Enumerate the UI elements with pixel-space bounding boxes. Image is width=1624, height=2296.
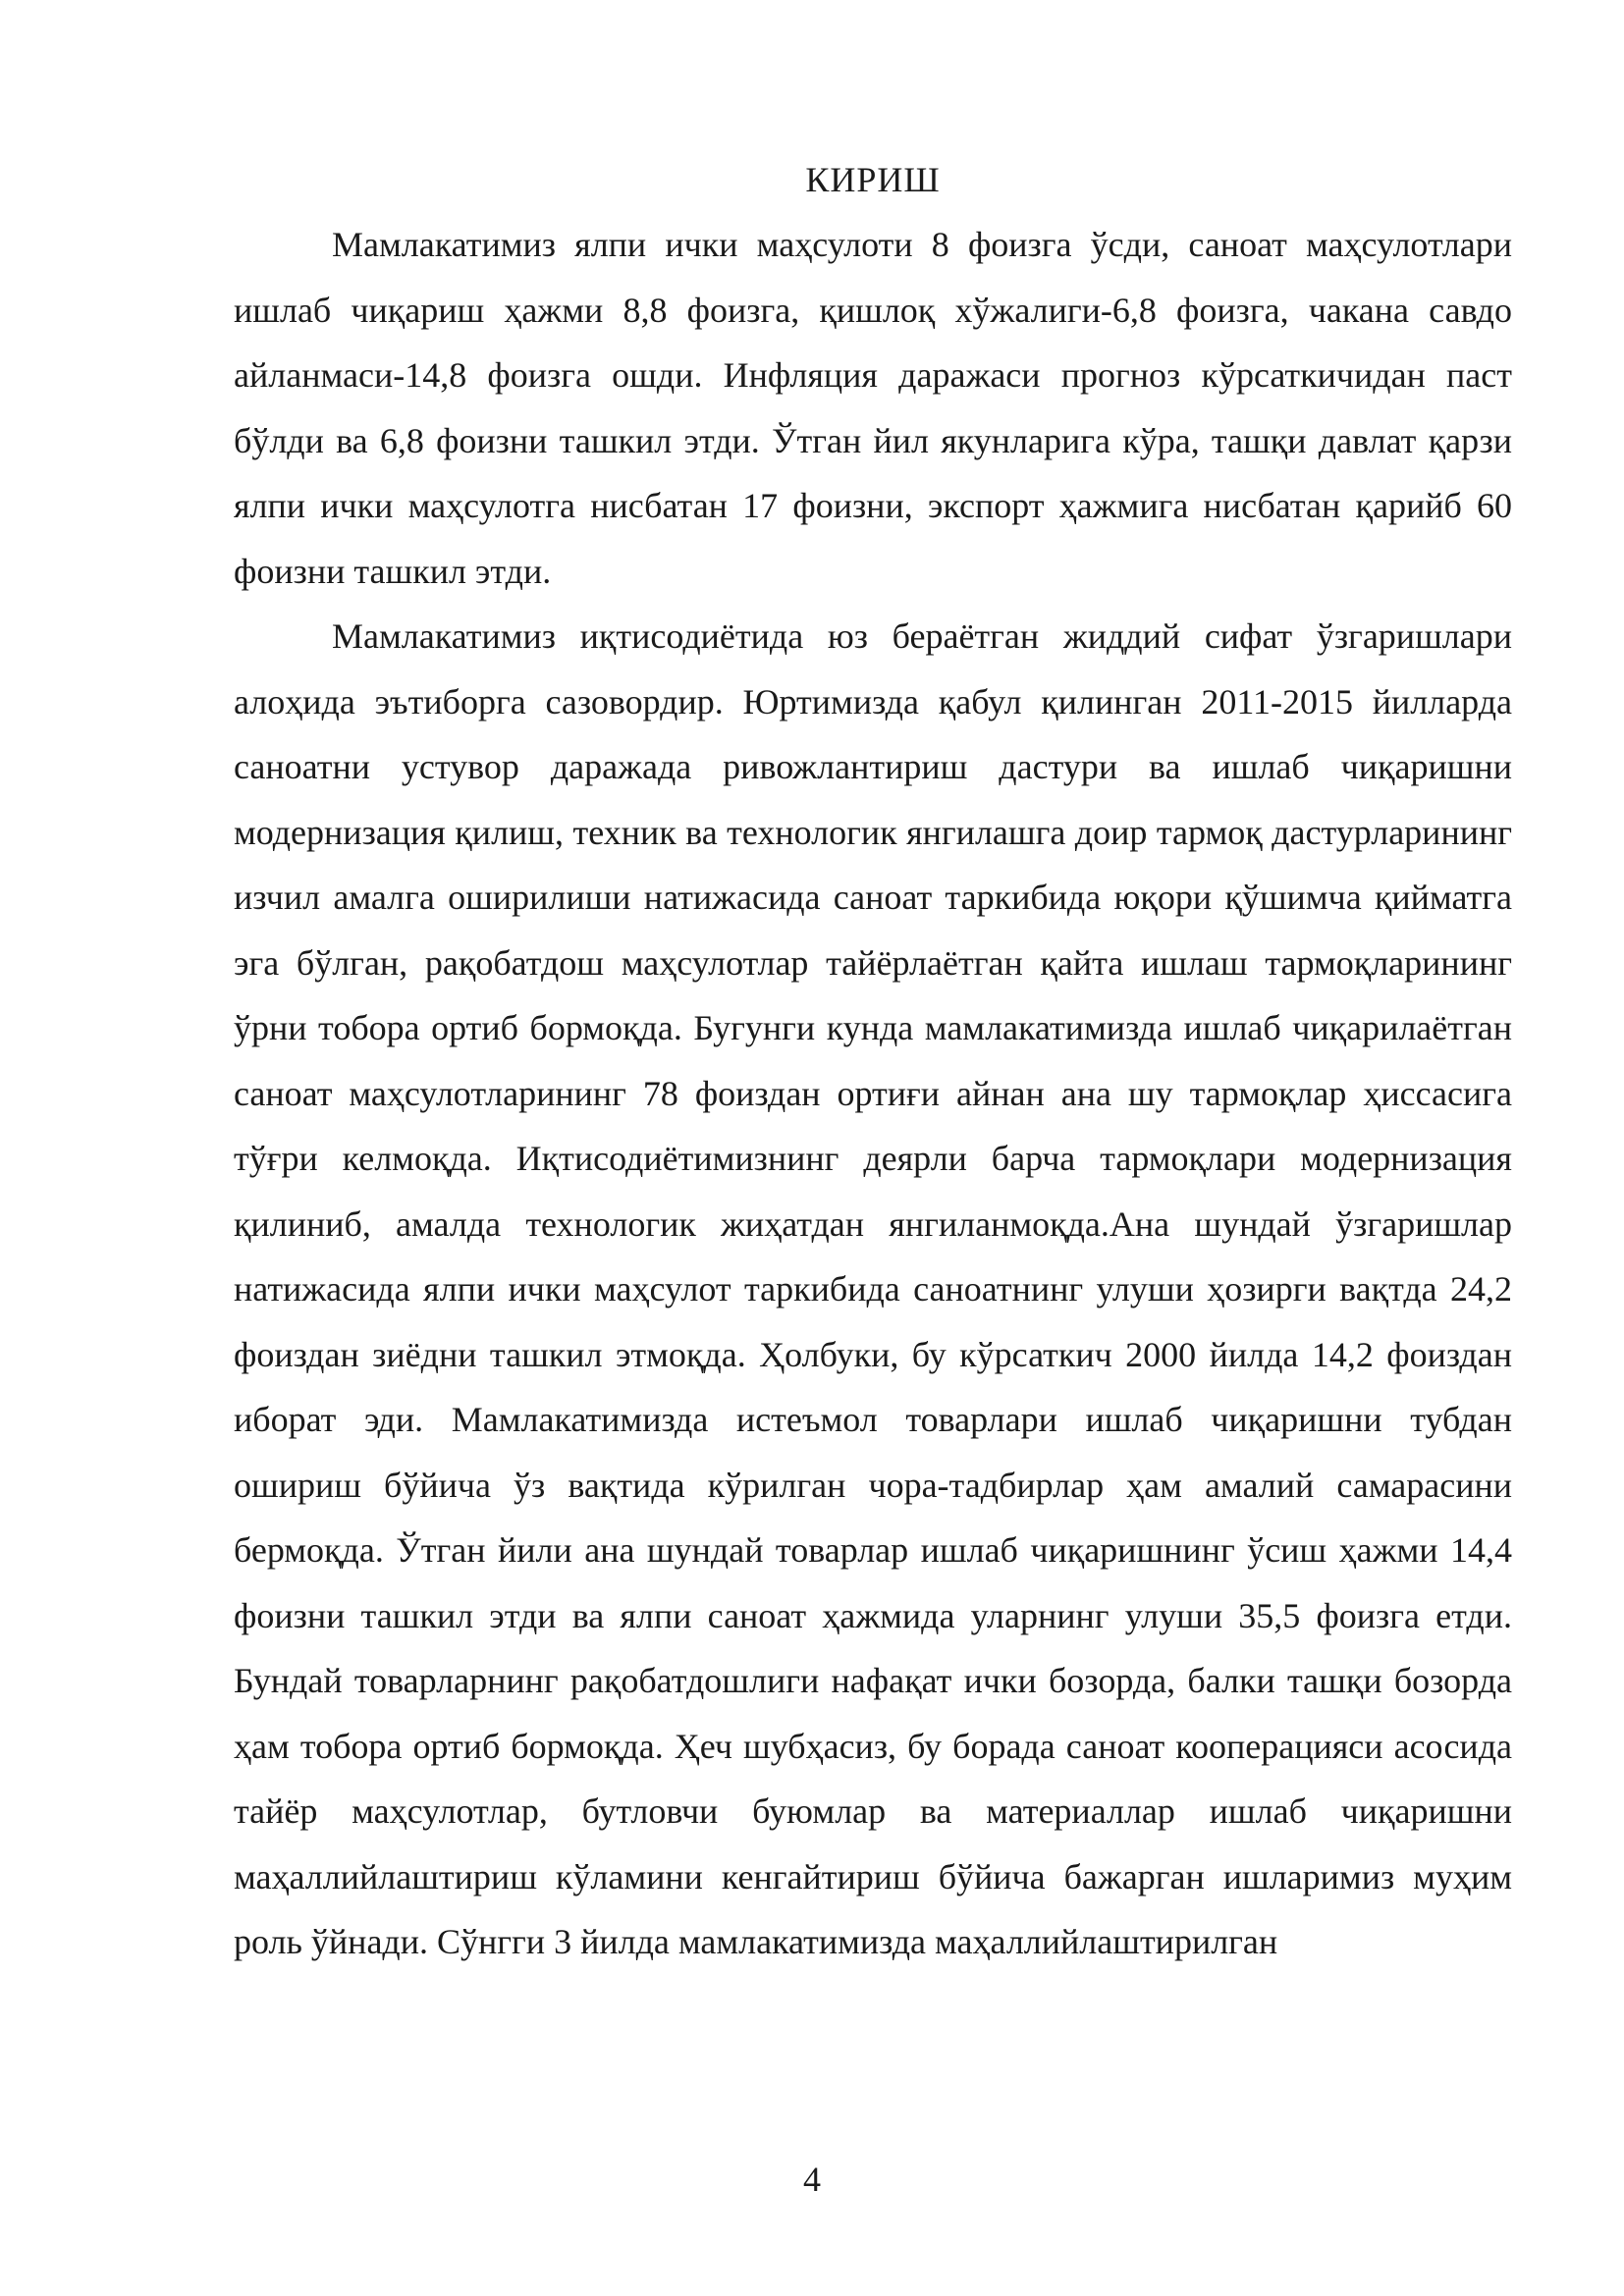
page-number: 4 <box>803 2160 821 2199</box>
paragraph-structural-changes: Мамлакатимиз иқтисодиётида юз бераётган жиддий сифат ўзгаришлари алоҳида эътиборга сазовордир. Юртимизда қабул қилинган 2011-2015 йилларда саноатни устувор даражада ривожлантириш дастури ва ишлаб чиқаришни модернизация қилиш, техник ва технологик янгилашга доир тармоқ дастурларининг изчил амалга оширилиши натижасида саноат таркибида юқори қўшимча қийматга эга бўлган, рақобатдош маҳсулотлар тайёрлаётган қайта ишлаш тармоқларининг ўрни тобора ортиб бормоқда. Бугунги кунда мамлакатимизда ишлаб чиқарилаётган саноат маҳсулотларининг 78 фоиздан ортиғи айнан ана шу тармоқлар ҳиссасига тўғри келмоқда. Иқтисодиётимизнинг деярли барча тармоқлари модернизация қилиниб, амалда технологик жиҳатдан янгиланмоқда.Ана шундай ўзгаришлар натижасида ялпи ички маҳсулот таркибида саноатнинг улуши ҳозирги вақтда 24,2 фоиздан зиёдни ташкил этмоқда. Ҳолбуки, бу кўрсаткич 2000 йилда 14,2 фоиздан иборат эди. Мамлакатимизда истеъмол товарлари ишлаб чиқаришни тубдан ошириш бўйича ўз вақтида кўрилган чора-тадбирлар ҳам амалий самарасини бермоқда. Ўтган йили ана шундай товарлар ишлаб чиқаришнинг ўсиш ҳажми 14,4 фоизни ташкил этди ва ялпи саноат ҳажмида уларнинг улуши 35,5 фоизга етди. Бундай товарларнинг рақобатдошлиги нафақат ички бозорда, балки ташқи бозорда ҳам тобора ортиб бормоқда. Ҳеч шубҳасиз, бу борада саноат кооперацияси асосида тайёр маҳсулотлар, бутловчи буюмлар ва материаллар ишлаб чиқаришни маҳаллийлаштириш кўламини кенгайтириш бўйича бажарган ишларимиз муҳим роль ўйнади. Сўнгги 3 йилда мамлакатимизда маҳаллийлаштирилган <box>234 616 1512 1961</box>
paragraph-economic-growth: Мамлакатимиз ялпи ички маҳсулоти 8 фоизга ўсди, саноат маҳсулотлари ишлаб чиқариш ҳажми 8,8 фоизга, қишлоқ хўжалиги-6,8 фоизга, чакана савдо айланмаси-14,8 фоизга ошди. Инфляция даражаси прогноз кўрсаткичидан паст бўлди ва 6,8 фоизни ташкил этди. Ўтган йил якунларига кўра, ташқи давлат қарзи ялпи ички маҳсулотга нисбатан 17 фоизни, экспорт ҳажмига нисбатан қарийб 60 фоизни ташкил этди. <box>234 225 1512 591</box>
document-body <box>234 147 1512 1975</box>
section-heading: КИРИШ <box>805 160 941 199</box>
